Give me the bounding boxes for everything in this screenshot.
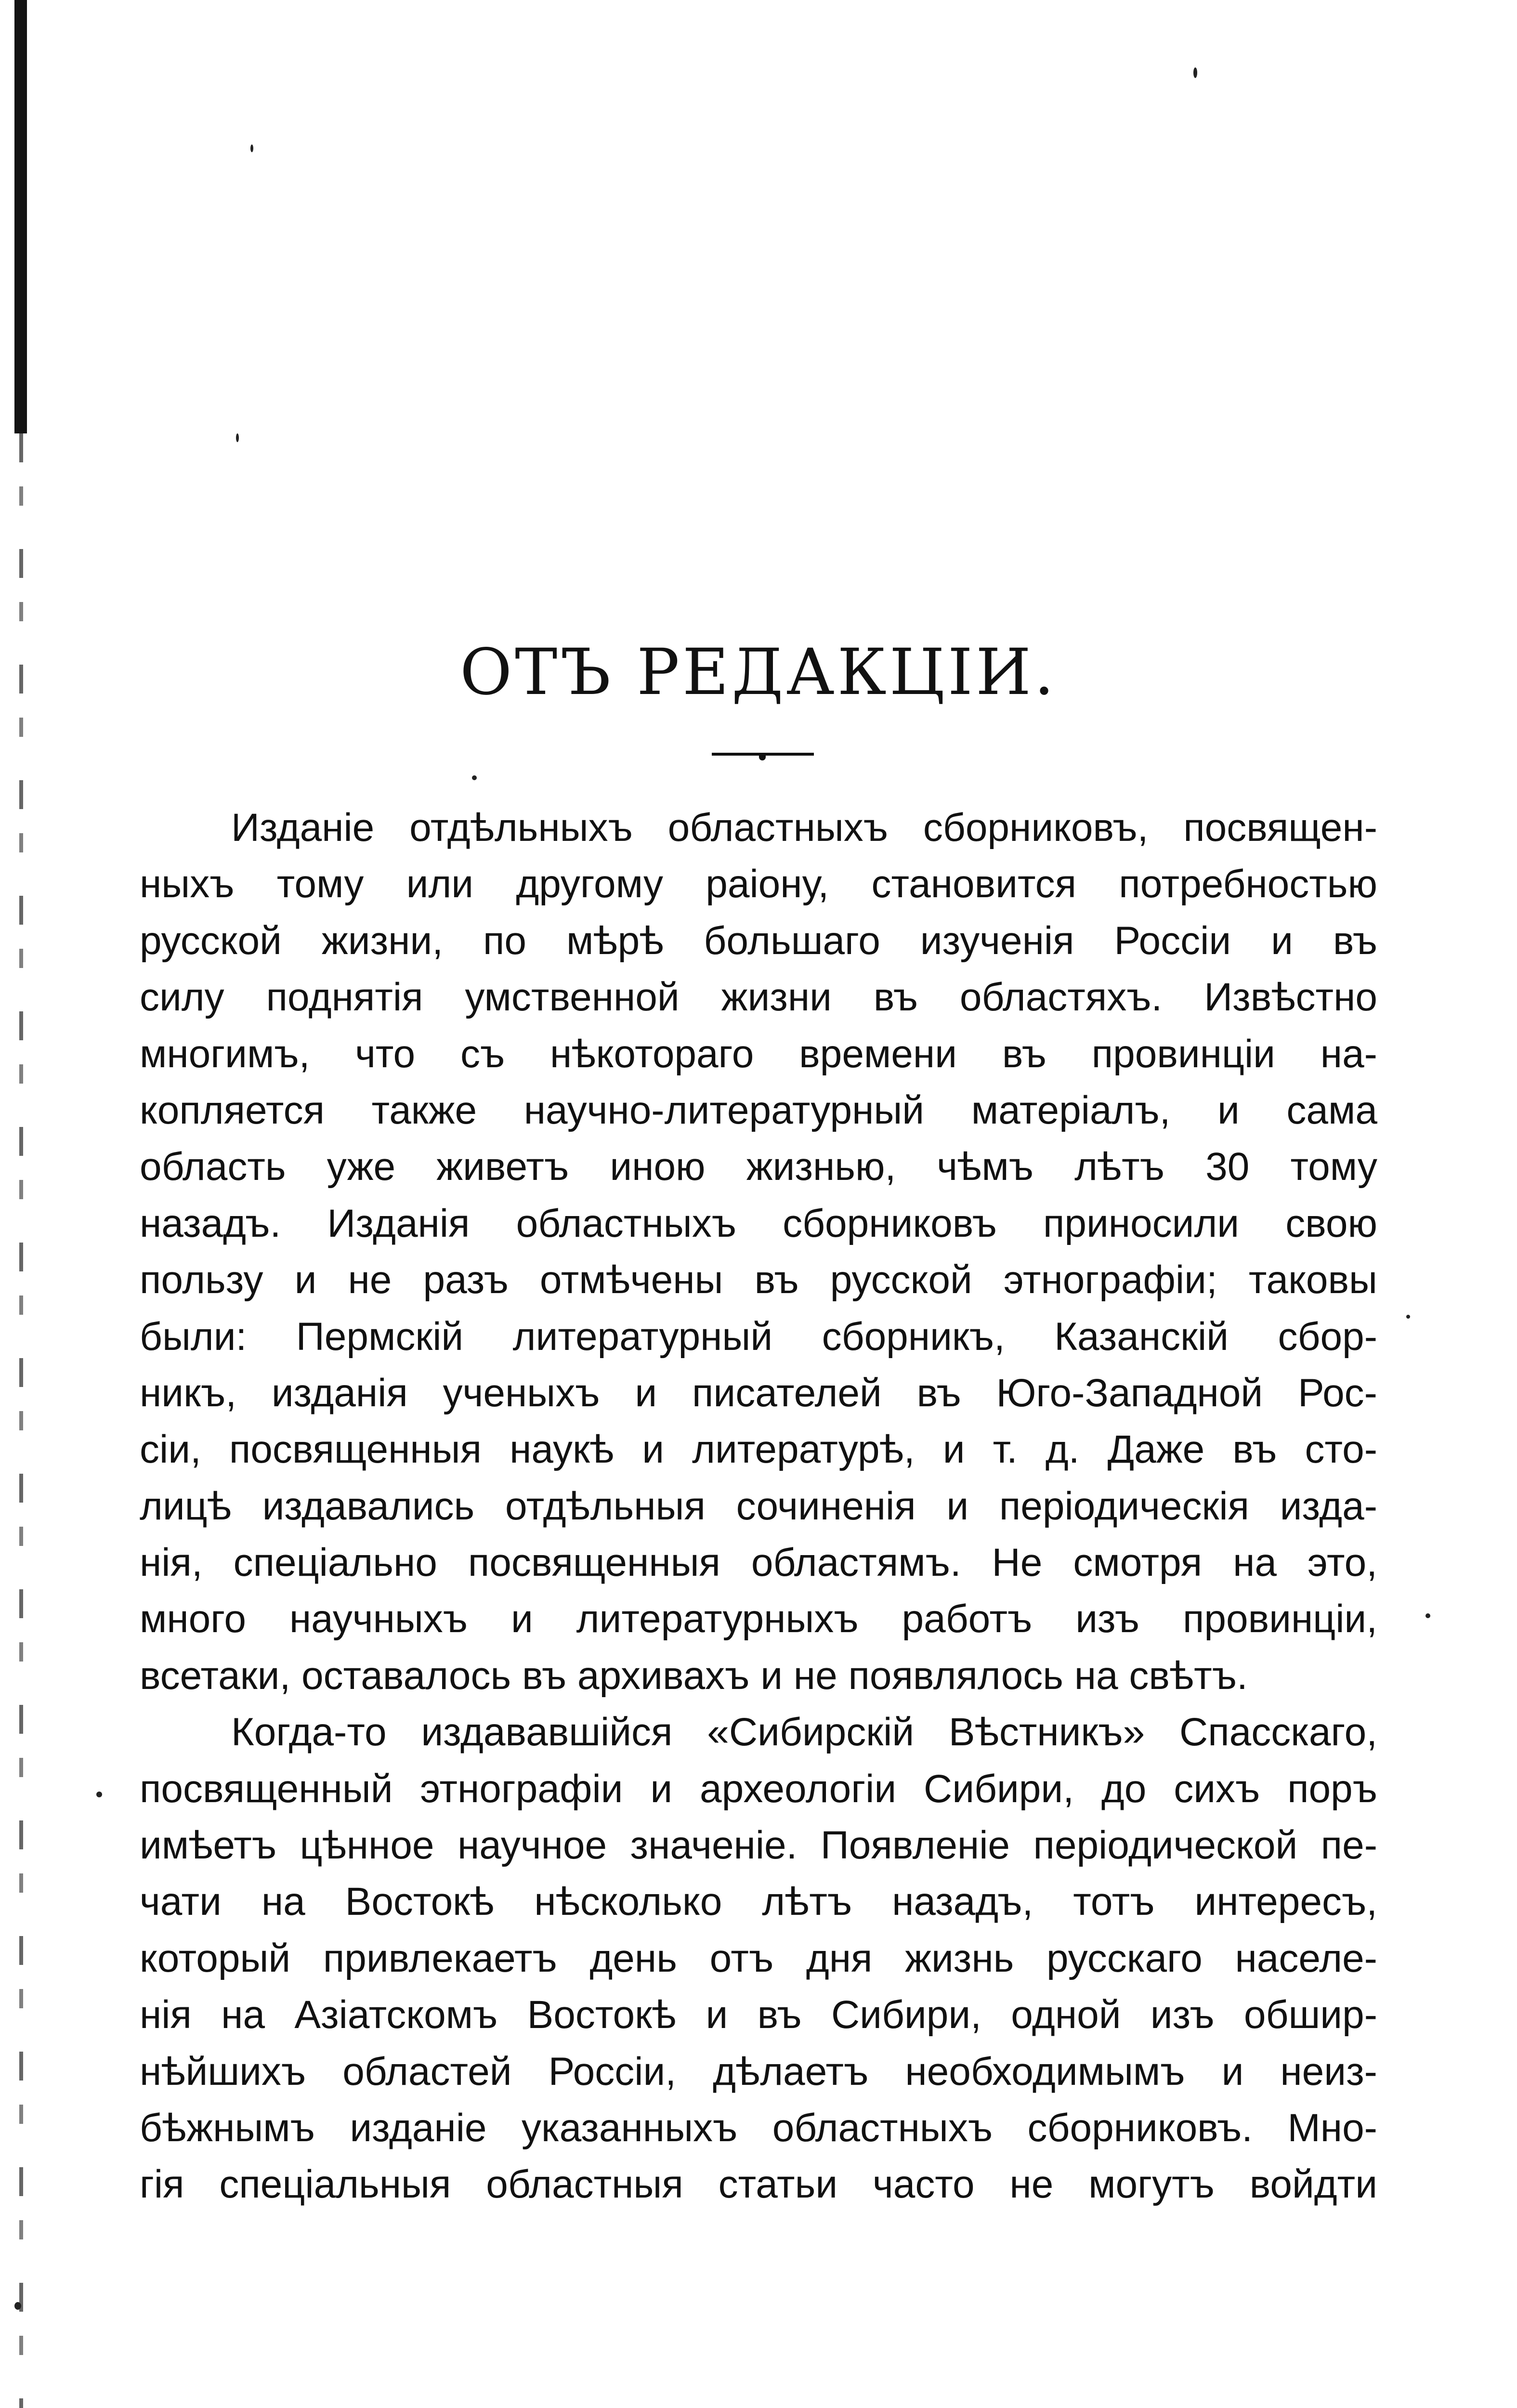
scan-speck — [14, 2302, 21, 2310]
binding-shadow — [14, 0, 27, 433]
text-line: нія на Азіатскомъ Востокѣ и въ Сибири, одной изъ обшир- — [140, 1993, 1377, 2037]
text-line: гія спеціальныя областныя статьи часто не могутъ войдти — [140, 2162, 1377, 2207]
text-line: посвященный этнографіи и археологіи Сибири, до сихъ поръ — [140, 1767, 1377, 1811]
scan-speck — [1425, 1613, 1430, 1618]
text-line: всетаки, оставалось въ архивахъ и не появлялось на свѣтъ. — [140, 1653, 1248, 1698]
page-title: ОТЪ РЕДАКЦІИ. — [459, 635, 1058, 709]
text-line: нѣйшихъ областей Россіи, дѣлаетъ необходимымъ и неиз- — [140, 2049, 1377, 2094]
text-line: силу поднятія умственной жизни въ областяхъ. Извѣстно — [140, 975, 1377, 1020]
scan-speck — [236, 433, 239, 442]
binding-line — [19, 433, 23, 2408]
text-line: пользу и не разъ отмѣчены въ русской этнографіи; таковы — [140, 1258, 1377, 1302]
text-line: никъ, изданія ученыхъ и писателей въ Юго-Западной Рос- — [140, 1371, 1377, 1415]
text-line: чати на Востокѣ нѣсколько лѣтъ назадъ, тотъ интересъ, — [140, 1880, 1377, 1924]
text-line: были: Пермскій литературный сборникъ, Казанскій сбор- — [140, 1314, 1377, 1359]
text-line: лицѣ издавались отдѣльныя сочиненія и періодическія изда- — [140, 1484, 1377, 1528]
text-line: область уже живетъ иною жизнью, чѣмъ лѣтъ 30 тому — [140, 1145, 1377, 1189]
scan-speck — [1406, 1315, 1410, 1319]
editorial-text — [140, 799, 1377, 2213]
text-line: многимъ, что съ нѣкотораго времени въ провинціи на- — [140, 1032, 1377, 1076]
page-binding-edge — [0, 0, 48, 2408]
scan-speck — [472, 775, 477, 780]
text-line: который привлекаетъ день отъ дня жизнь русскаго населе- — [140, 1936, 1377, 1980]
text-line: Когда-то издававшійся «Сибирскій Вѣстникъ» Спасскаго, — [231, 1710, 1377, 1754]
scan-speck — [250, 144, 253, 152]
text-line: бѣжнымъ изданіе указанныхъ областныхъ сборниковъ. Мно- — [140, 2106, 1377, 2150]
text-line: ныхъ тому или другому раіону, становится потребностью — [140, 862, 1377, 906]
text-line: сіи, посвященныя наукѣ и литературѣ, и т. д. Даже въ сто- — [140, 1427, 1377, 1472]
title-rule — [712, 753, 814, 756]
scan-speck — [96, 1792, 102, 1797]
text-line: копляется также научно-литературный матеріалъ, и сама — [140, 1088, 1377, 1132]
text-line: назадъ. Изданія областныхъ сборниковъ приносили свою — [140, 1201, 1377, 1245]
text-line: имѣетъ цѣнное научное значеніе. Появленіе періодической пе- — [140, 1823, 1377, 1868]
text-line: много научныхъ и литературныхъ работъ изъ провинціи, — [140, 1597, 1377, 1641]
scan-speck — [1193, 67, 1197, 78]
text-line: нія, спеціально посвященныя областямъ. Не смотря на это, — [140, 1541, 1377, 1585]
text-line: русской жизни, по мѣрѣ большаго изученія Россіи и въ — [140, 918, 1377, 963]
text-line: Изданіе отдѣльныхъ областныхъ сборниковъ, посвящен- — [231, 806, 1377, 850]
